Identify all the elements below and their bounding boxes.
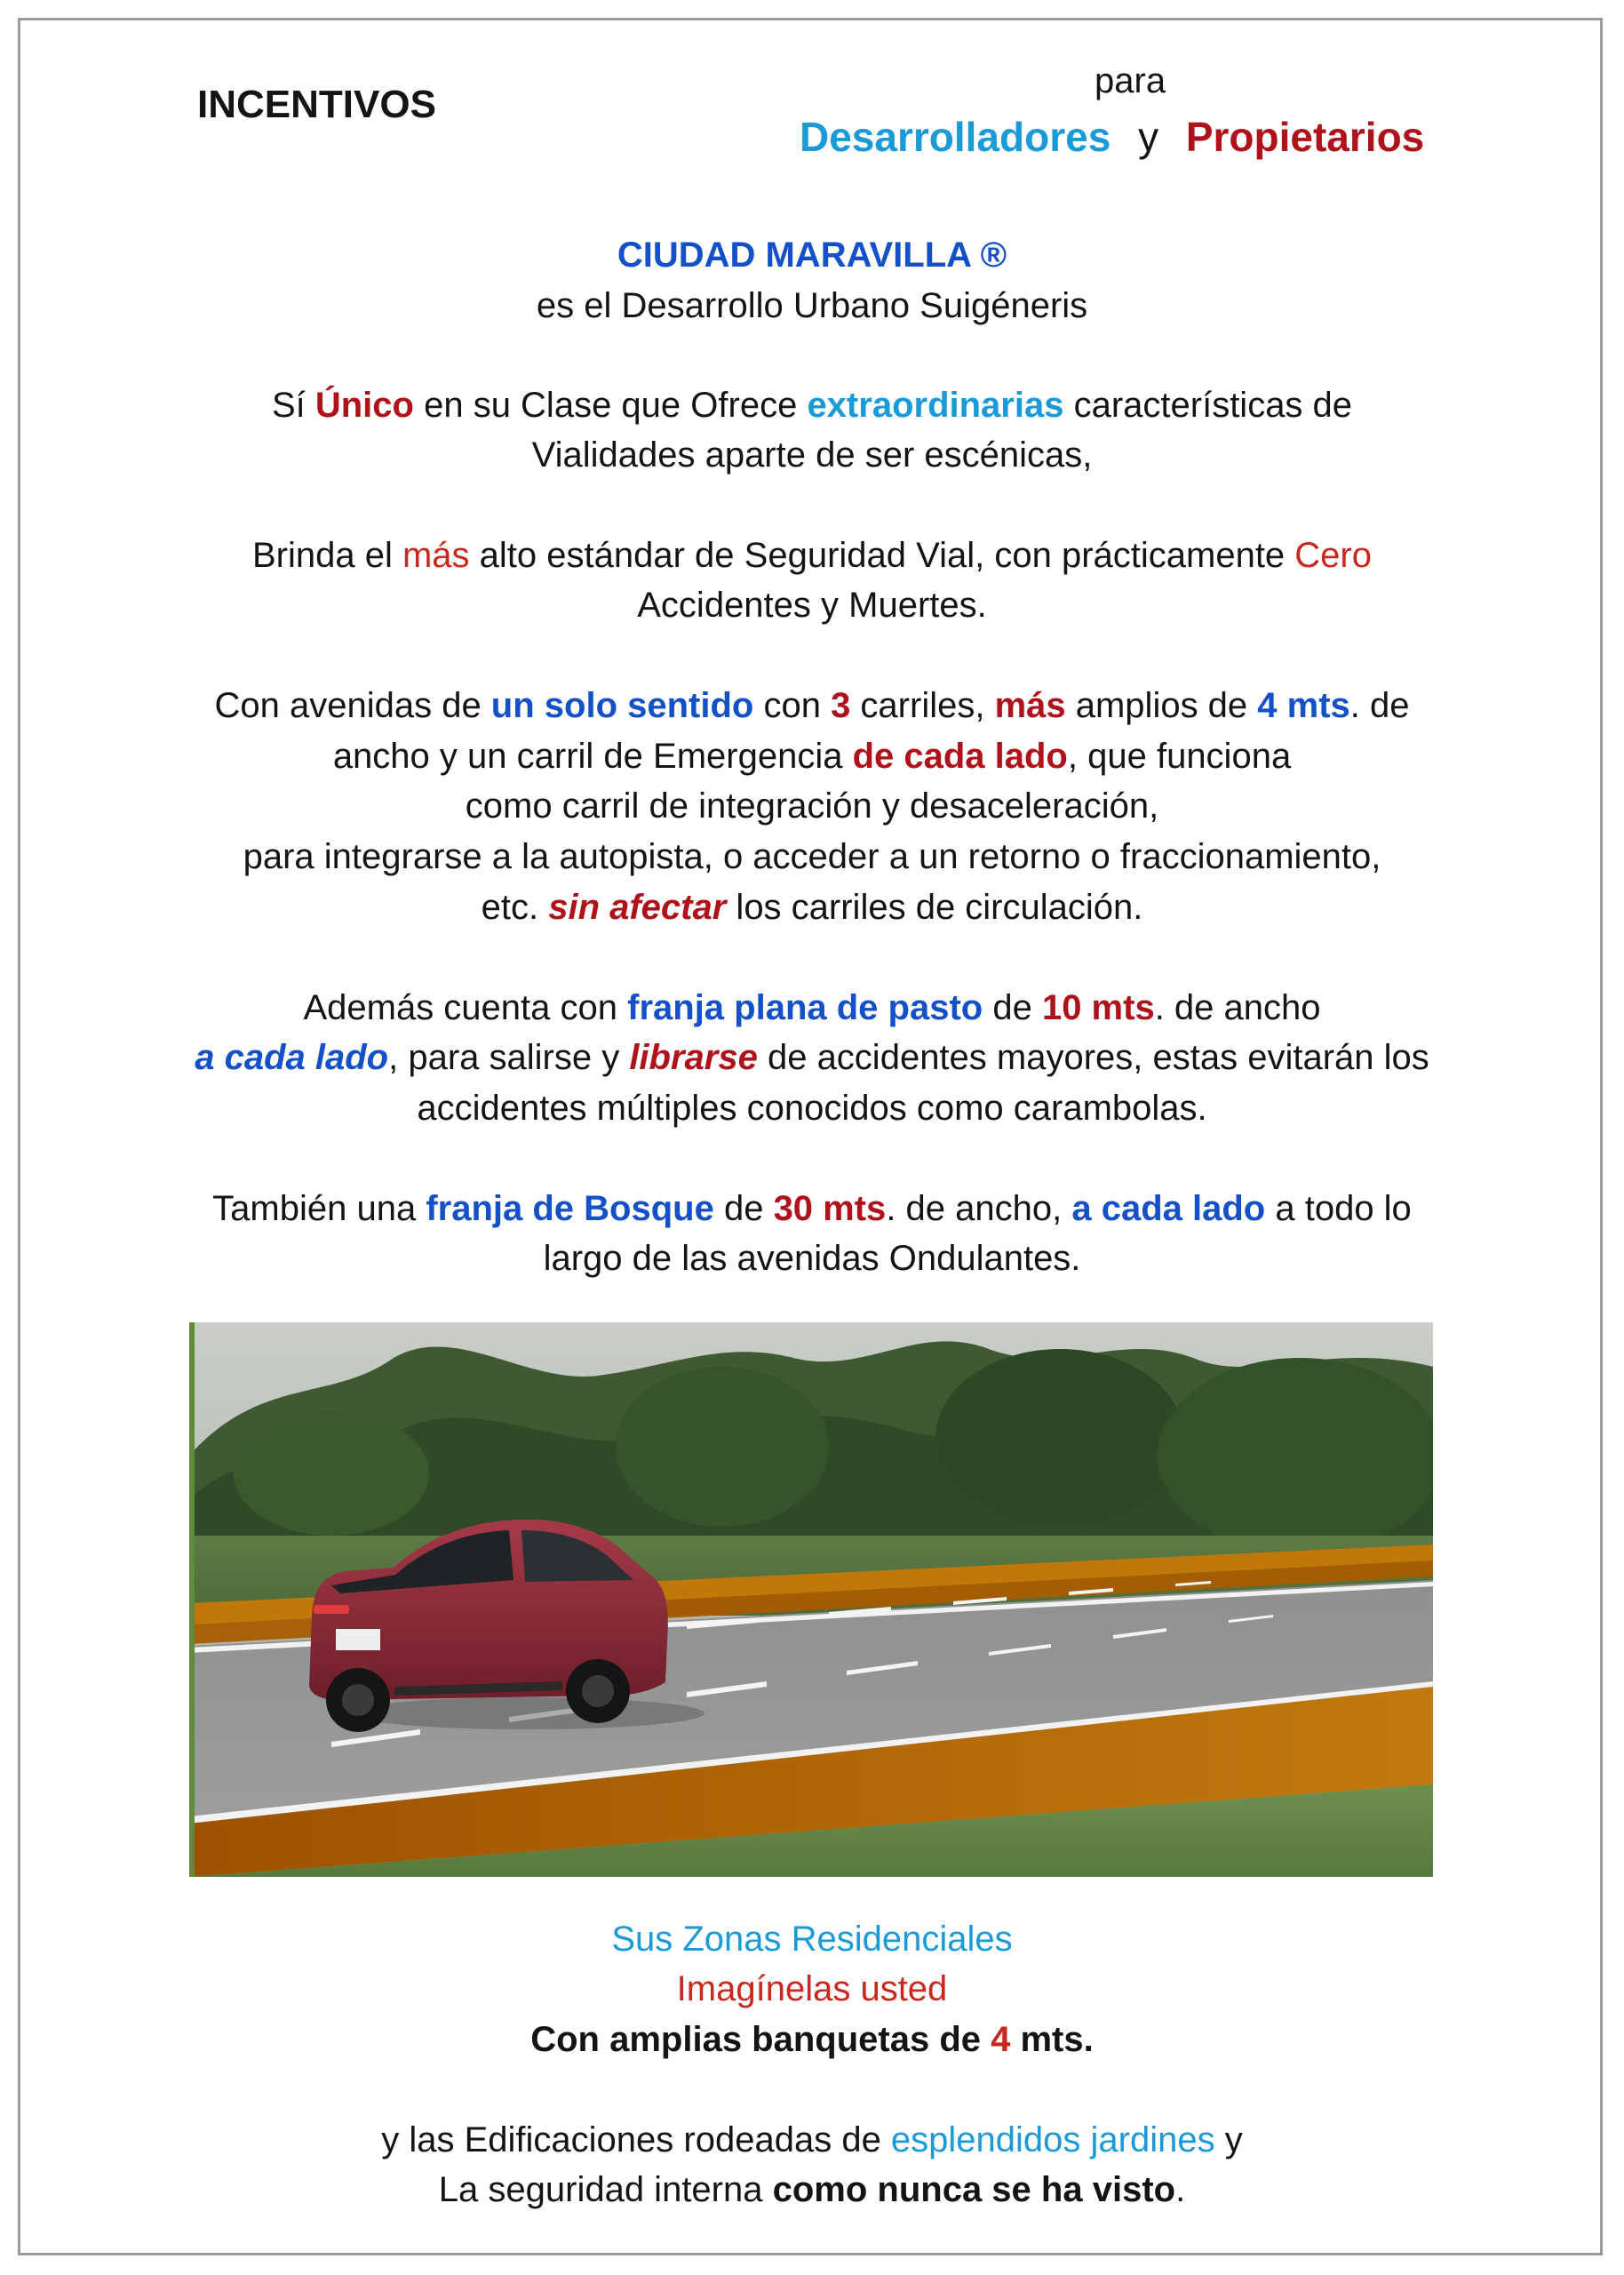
p2-line1: Brinda el más alto estándar de Seguridad Vial, con prácticamente Cero (252, 536, 1372, 575)
p2-line2: Accidentes y Muertes. (637, 586, 987, 625)
p3-line4: para integrarse a la autopista, o acceder a un retorno o fraccionamiento, (243, 837, 1381, 876)
p3-line5: etc. sin afectar los carriles de circulación. (481, 888, 1143, 927)
y-label: y (1138, 114, 1159, 160)
imaginelas-usted: Imagínelas usted (676, 1969, 948, 2008)
p3-line1: Con avenidas de un solo sentido con 3 carriles, más amplios de 4 mts. de (214, 686, 1410, 725)
desarrolladores-label: Desarrolladores (800, 114, 1111, 160)
propietarios-label: Propietarios (1185, 114, 1425, 160)
p1-line2: Vialidades aparte de ser escénicas, (531, 435, 1093, 475)
para-label: para (1095, 61, 1166, 100)
p4-line3: accidentes múltiples conocidos como carambolas. (417, 1089, 1207, 1128)
edificaciones-line: y las Edificaciones rodeadas de esplendidos jardines y (381, 2120, 1243, 2159)
incentivos-heading: INCENTIVOS (197, 83, 436, 126)
brand-title: CIUDAD MARAVILLA ® (617, 235, 1007, 275)
zonas-residenciales: Sus Zonas Residenciales (611, 1920, 1013, 1959)
highway-photo (189, 1322, 1433, 1877)
p4-line2: a cada lado, para salirse y librarse de accidentes mayores, estas evitarán los (195, 1038, 1429, 1077)
p1-line1: Sí Único en su Clase que Ofrece extraordinarias características de (271, 386, 1353, 425)
seguridad-line: La seguridad interna como nunca se ha visto. (438, 2170, 1186, 2209)
p5-line1: También una franja de Bosque de 30 mts. de ancho, a cada lado a todo lo (212, 1189, 1412, 1228)
p3-line3: como carril de integración y desaceleración, (465, 786, 1159, 826)
p5-line2: largo de las avenidas Ondulantes. (543, 1239, 1081, 1278)
banquetas-line: Con amplias banquetas de 4 mts. (530, 2020, 1094, 2059)
p4-line1: Además cuenta con franja plana de pasto de 10 mts. de ancho (303, 988, 1321, 1027)
p3-line2: ancho y un carril de Emergencia de cada lado, que funciona (332, 737, 1292, 776)
brand-subtitle: es el Desarrollo Urbano Suigéneris (536, 286, 1088, 325)
audience-line (800, 112, 1424, 162)
